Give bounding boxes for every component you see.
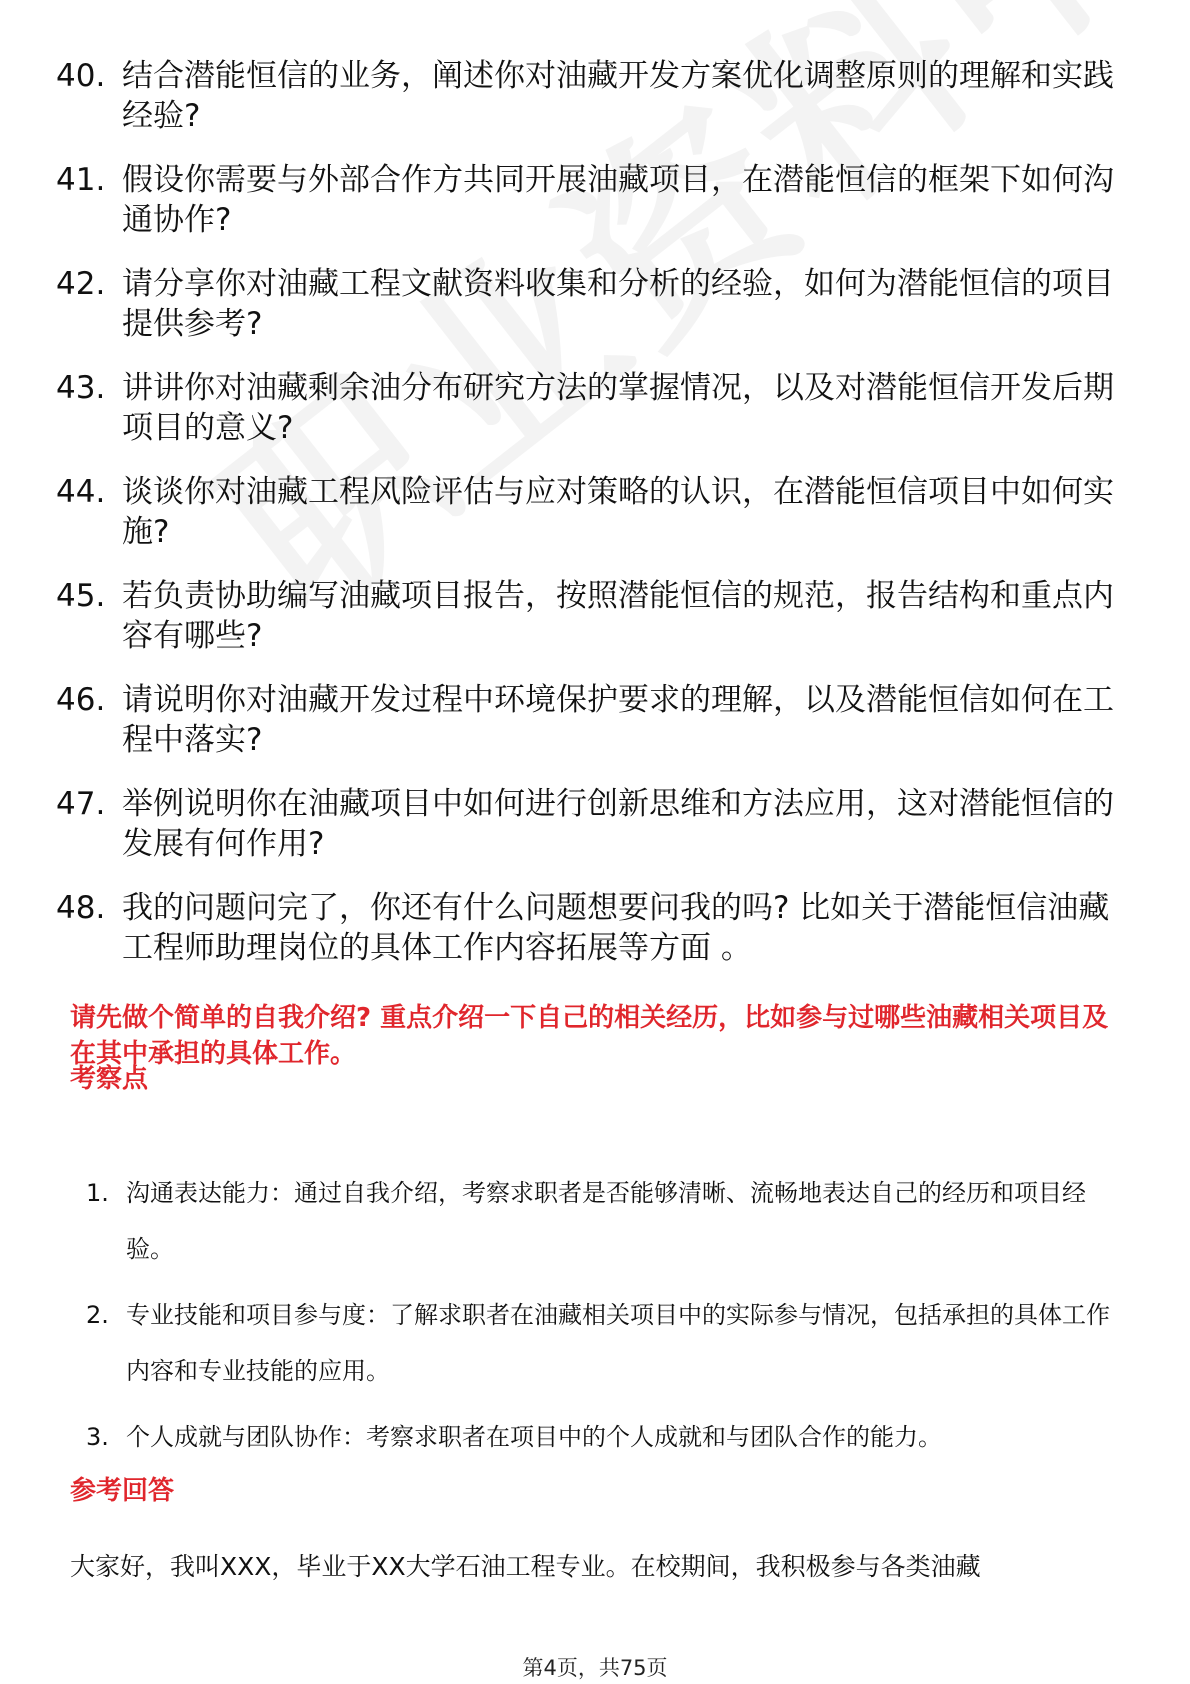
question-text: 请分享你对油藏工程文献资料收集和分析的经验，如何为潜能恒信的项目提供参考? <box>122 266 1114 342</box>
highlight-question: 请先做个简单的自我介绍? 重点介绍一下自己的相关经历，比如参与过哪些油藏相关项目及在其中承担的具体工作。 <box>70 1003 1109 1069</box>
question-number: 43. <box>56 370 106 406</box>
question-text: 谈谈你对油藏工程风险评估与应对策略的认识，在潜能恒信项目中如何实施? <box>122 474 1114 550</box>
question-item <box>56 56 1116 136</box>
question-item <box>56 784 1116 864</box>
point-item <box>86 1165 1116 1277</box>
question-list <box>56 56 1116 992</box>
point-item <box>86 1287 1116 1399</box>
question-text: 讲讲你对油藏剩余油分布研究方法的掌握情况，以及对潜能恒信开发后期项目的意义? <box>122 370 1114 446</box>
question-text: 请说明你对油藏开发过程中环境保护要求的理解，以及潜能恒信如何在工程中落实? <box>122 682 1114 758</box>
question-item <box>56 160 1116 240</box>
point-number: 1. <box>86 1179 109 1207</box>
point-number: 2. <box>86 1301 109 1329</box>
question-number: 41. <box>56 162 106 198</box>
section-title-answer: 参考回答 <box>70 1476 175 1506</box>
question-number: 44. <box>56 474 106 510</box>
page-footer: 第4页，共75页 <box>522 1656 668 1680</box>
question-number: 48. <box>56 890 106 926</box>
question-item <box>56 472 1116 552</box>
question-number: 40. <box>56 58 106 94</box>
question-number: 46. <box>56 682 106 718</box>
question-number: 42. <box>56 266 106 302</box>
question-text: 结合潜能恒信的业务，阐述你对油藏开发方案优化调整原则的理解和实践经验? <box>122 58 1114 134</box>
question-item <box>56 368 1116 448</box>
question-number: 47. <box>56 786 106 822</box>
question-item <box>56 680 1116 760</box>
point-text: 个人成就与团队协作：考察求职者在项目中的个人成就和与团队合作的能力。 <box>126 1423 942 1451</box>
point-text: 专业技能和项目参与度：了解求职者在油藏相关项目中的实际参与情况，包括承担的具体工作内容和专业技能的应用。 <box>126 1301 1110 1385</box>
question-text: 我的问题问完了，你还有什么问题想要问我的吗? 比如关于潜能恒信油藏工程师助理岗位的具体工作内容拓展等方面 。 <box>122 890 1110 966</box>
answer-text: 大家好，我叫XXX，毕业于XX大学石油工程专业。在校期间，我积极参与各类油藏 <box>70 1552 981 1581</box>
question-text: 假设你需要与外部合作方共同开展油藏项目，在潜能恒信的框架下如何沟通协作? <box>122 162 1114 238</box>
question-number: 45. <box>56 578 106 614</box>
question-item <box>56 576 1116 656</box>
section-title-points: 考察点 <box>70 1064 149 1094</box>
points-list <box>86 1165 1116 1475</box>
point-item <box>86 1409 1116 1465</box>
point-text: 沟通表达能力：通过自我介绍，考察求职者是否能够清晰、流畅地表达自己的经历和项目经验。 <box>126 1179 1086 1263</box>
question-text: 举例说明你在油藏项目中如何进行创新思维和方法应用，这对潜能恒信的发展有何作用? <box>122 786 1114 862</box>
question-item <box>56 888 1116 968</box>
point-number: 3. <box>86 1423 109 1451</box>
question-item <box>56 264 1116 344</box>
question-text: 若负责协助编写油藏项目报告，按照潜能恒信的规范，报告结构和重点内容有哪些? <box>122 578 1114 654</box>
